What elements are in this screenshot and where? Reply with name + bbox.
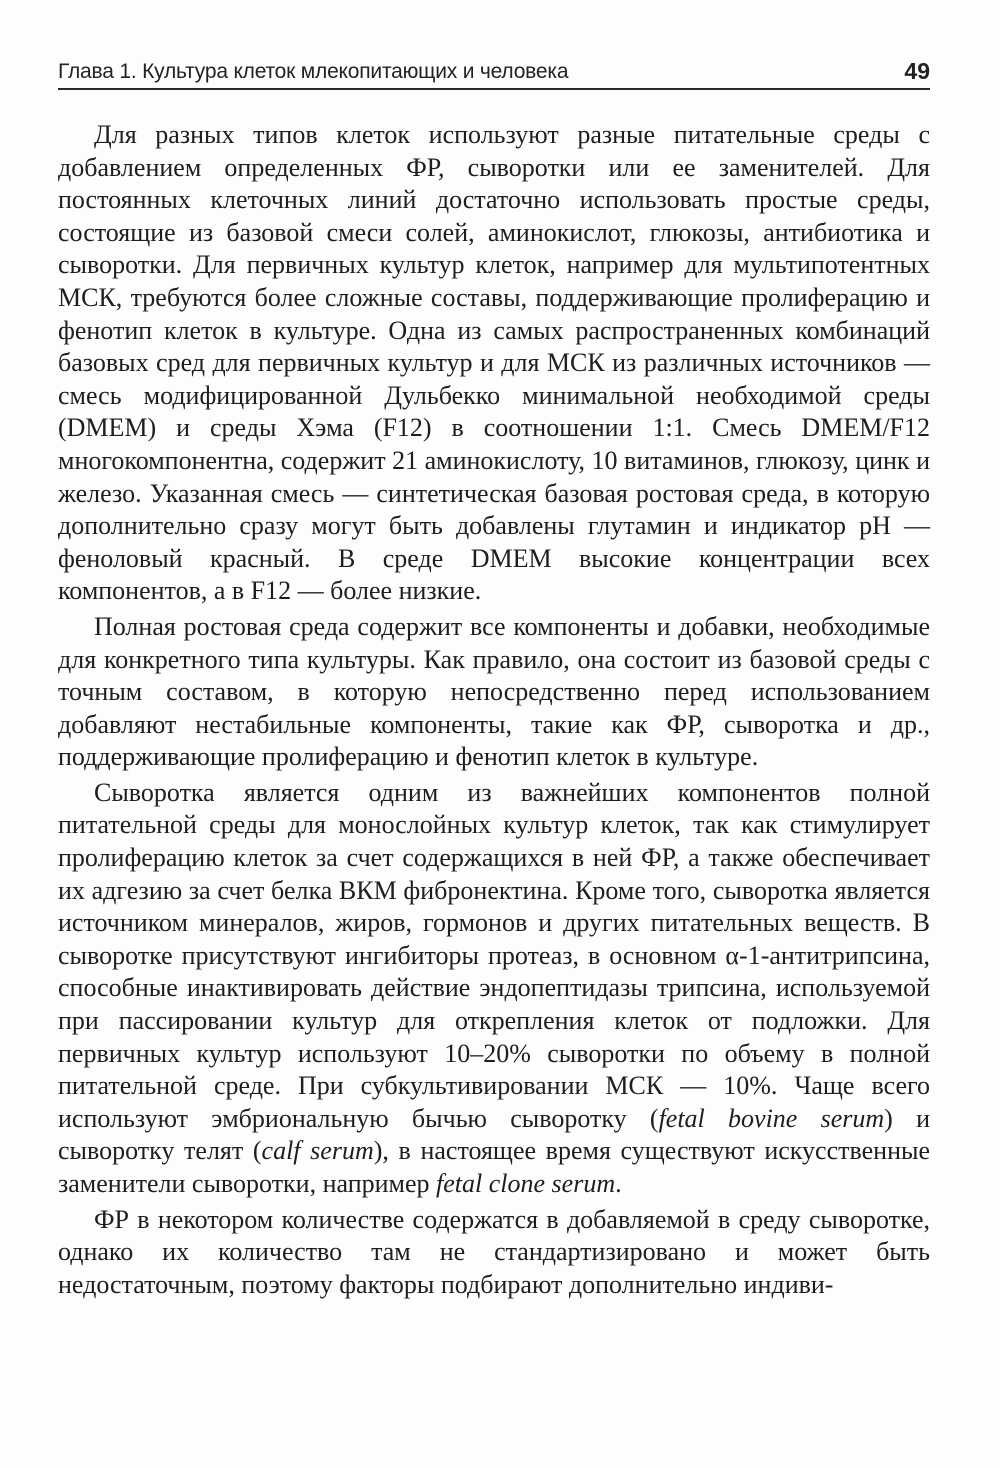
term-fetal-bovine-serum: fetal bovine serum bbox=[658, 1103, 885, 1133]
running-header bbox=[58, 56, 930, 90]
term-calf-serum: calf serum bbox=[261, 1136, 374, 1166]
term-fetal-clone-serum: fetal clone serum bbox=[436, 1169, 616, 1198]
paragraph-3-text-a: Сыворотка является одним из важнейших компонентов полной питательной среды для монослойных культур клеток, так как стимулирует пролиферацию клеток за счет содержащихся в ней ФР, а также обеспечивает их адгезию за счет белка ВКМ фибронектина. Кроме того, сыворотка является источником минералов, жиров, гормонов и других питательных веществ. В сыворотке присутствуют ингибиторы протеаз, в основном α-1-антитрипсина, способные инактивировать действие эндопептидазы трипсина, используемой при пассировании культур для открепления клеток от подложки. Для первичных культур используют 10–20% сыворотки по объему в полной питательной среде. При субкультивировании МСК — 10%. Чаще всего используют эмбриональную бычью сыворотку ( bbox=[58, 777, 930, 1133]
paragraph-1: Для разных типов клеток используют разные питательные среды с добавлением определенных ФР, сыворотки или ее заменителей. Для постоянных клеточных линий достаточно использовать простые среды, состоящие из базовой смеси солей, аминокислот, глюкозы, антибиотика и сыворотки. Для первичных культур клеток, например для мультипотентных МСК, требуются более сложные составы, поддерживающие пролиферацию и фенотип клеток в культуре. Одна из самых распространенных комбинаций базовых сред для первичных культур и для МСК из различных источников — смесь модифицированной Дульбекко минимальной необходимой среды (DMEM) и среды Хэма (F12) в соотношении 1:1. Смесь DMEM/F12 многокомпонентна, содержит 21 аминокислоту, 10 витаминов, глюкозу, цинк и железо. Указанная смесь — синтетическая базовая ростовая среда, в которую дополнительно сразу могут быть добавлены глутамин и индикатор pH — феноловый красный. В среде DMEM высокие концентрации всех компонентов, а в F12 — более низкие. bbox=[58, 120, 930, 606]
body-text bbox=[58, 119, 930, 1301]
chapter-title: Глава 1. Культура клеток млекопитающих и человека bbox=[58, 60, 569, 83]
paragraph-3 bbox=[58, 777, 930, 1201]
page-number: 49 bbox=[904, 58, 930, 84]
paragraph-3-text-end: . bbox=[615, 1169, 622, 1198]
paragraph-2: Полная ростовая среда содержит все компоненты и добавки, необходимые для конкретного типа культуры. Как правило, она состоит из базовой среды с точным составом, в которую непосредственно перед использованием добавляют нестабильные компоненты, такие как ФР, сыворотка и др., поддерживающие пролиферацию и фенотип клеток в культуре. bbox=[58, 611, 930, 772]
paragraph-3-text-b: ) и сыворотку телят ( bbox=[58, 1103, 930, 1166]
paragraph-4: ФР в некотором количестве содержатся в добавляемой в среду сыворотке, однако их количество там не стандартизировано и может быть недостаточным, поэтому факторы подбирают дополнительно индиви- bbox=[58, 1204, 930, 1299]
paragraph-3-text-c: ), в настоящее время существуют искусственные заменители сыворотки, например bbox=[58, 1136, 930, 1198]
